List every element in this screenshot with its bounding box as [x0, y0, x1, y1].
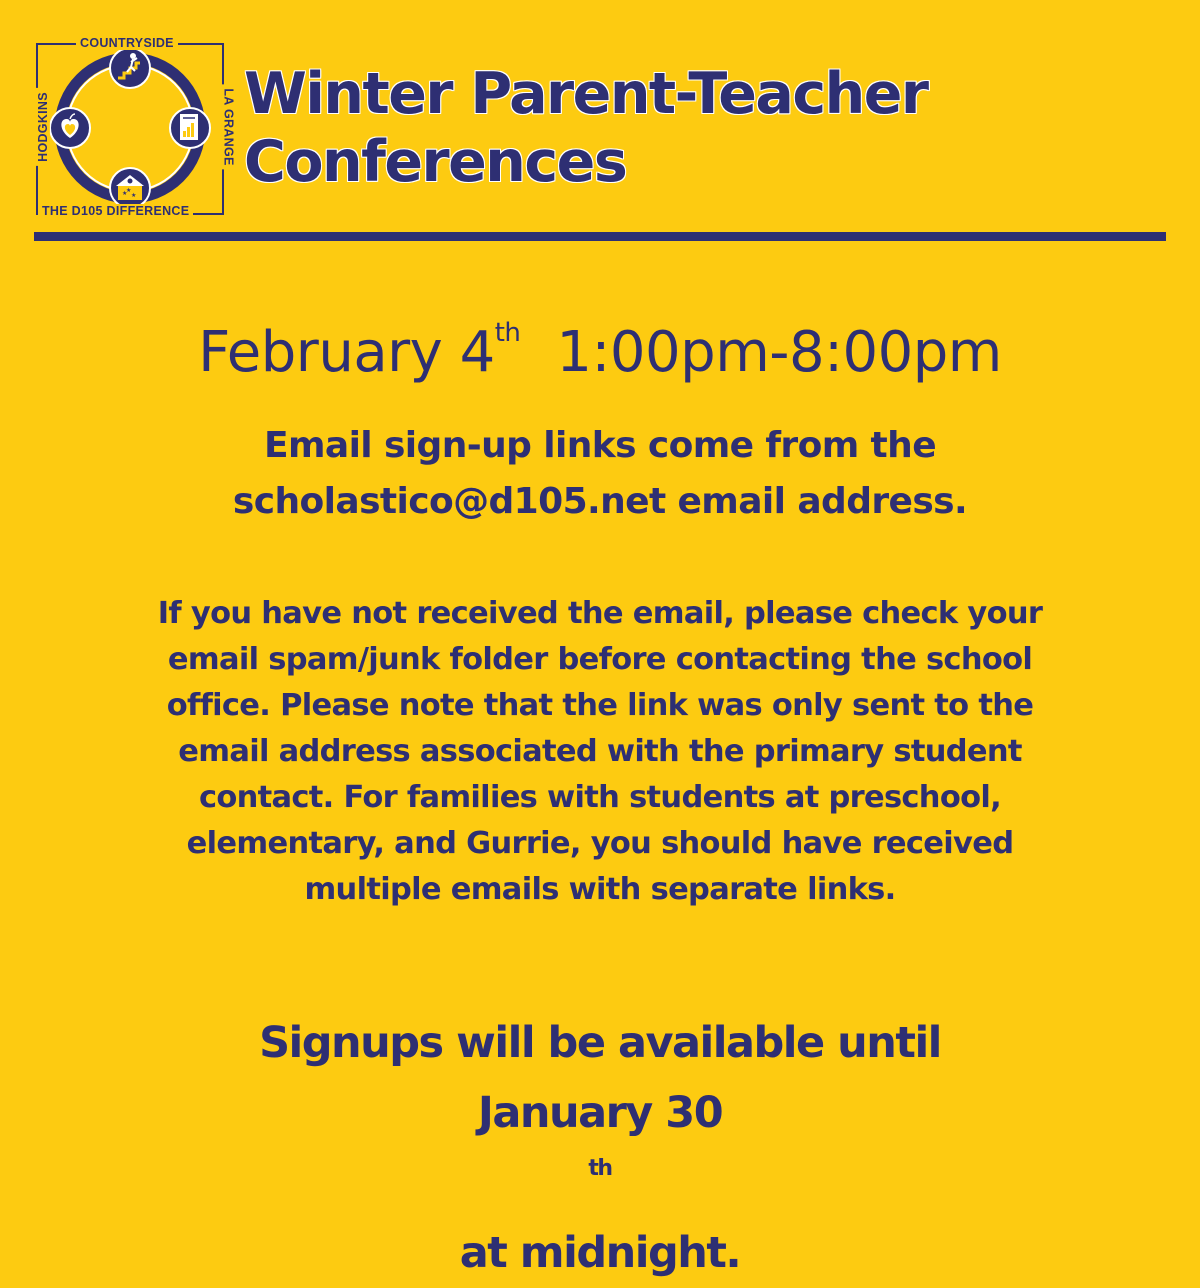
- logo-text-countryside: COUNTRYSIDE: [76, 36, 178, 50]
- email-source-note: [60, 418, 1140, 530]
- svg-text:★: ★: [126, 187, 132, 194]
- logo-text-la-grange: LA GRANGE: [222, 84, 236, 169]
- info-line: email spam/junk folder before contacting the school: [167, 642, 1033, 677]
- info-line: elementary, and Gurrie, you should have received: [186, 826, 1014, 861]
- event-time: 1:00pm-8:00pm: [556, 320, 1002, 385]
- logo-text-hodgkins: HODGKINS: [36, 88, 50, 166]
- email-note-line-2: scholastico@d105.net email address.: [232, 481, 968, 522]
- title-line-1: Winter Parent-Teacher: [244, 61, 928, 127]
- event-date: February 4: [198, 320, 495, 385]
- header-divider: [34, 232, 1166, 241]
- climber-icon: [110, 48, 150, 88]
- deadline-date-suffix: th: [588, 1156, 612, 1181]
- deadline-date: January 30: [477, 1088, 723, 1138]
- report-chart-icon: [170, 108, 210, 148]
- deadline-line-1: Signups will be available until: [259, 1018, 941, 1068]
- email-note-line-1: Email sign-up links come from the: [263, 425, 937, 466]
- deadline-time: at midnight.: [459, 1228, 741, 1278]
- deadline-line-2: [60, 1078, 1140, 1288]
- info-line: email address associated with the primary student: [178, 734, 1022, 769]
- info-line: office. Please note that the link was only sent to the: [166, 688, 1034, 723]
- title-line-2: Conferences: [244, 129, 627, 195]
- signup-deadline: [60, 1008, 1140, 1288]
- info-line: If you have not received the email, please check your: [157, 596, 1043, 631]
- event-date-time: [0, 318, 1200, 388]
- info-paragraph: [60, 591, 1140, 913]
- logo-text-d105-difference: THE D105 DIFFERENCE: [38, 204, 193, 218]
- school-building-icon: [110, 168, 150, 208]
- apple-heart-icon: [50, 108, 90, 148]
- event-date-suffix: th: [494, 318, 521, 348]
- svg-text:★: ★: [122, 190, 128, 197]
- page-title: [244, 60, 1174, 196]
- district-logo: [30, 34, 236, 224]
- logo-graphic: [30, 34, 230, 224]
- svg-text:★: ★: [131, 192, 137, 199]
- info-line: contact. For families with students at preschool,: [199, 780, 1001, 815]
- info-line: multiple emails with separate links.: [304, 872, 896, 907]
